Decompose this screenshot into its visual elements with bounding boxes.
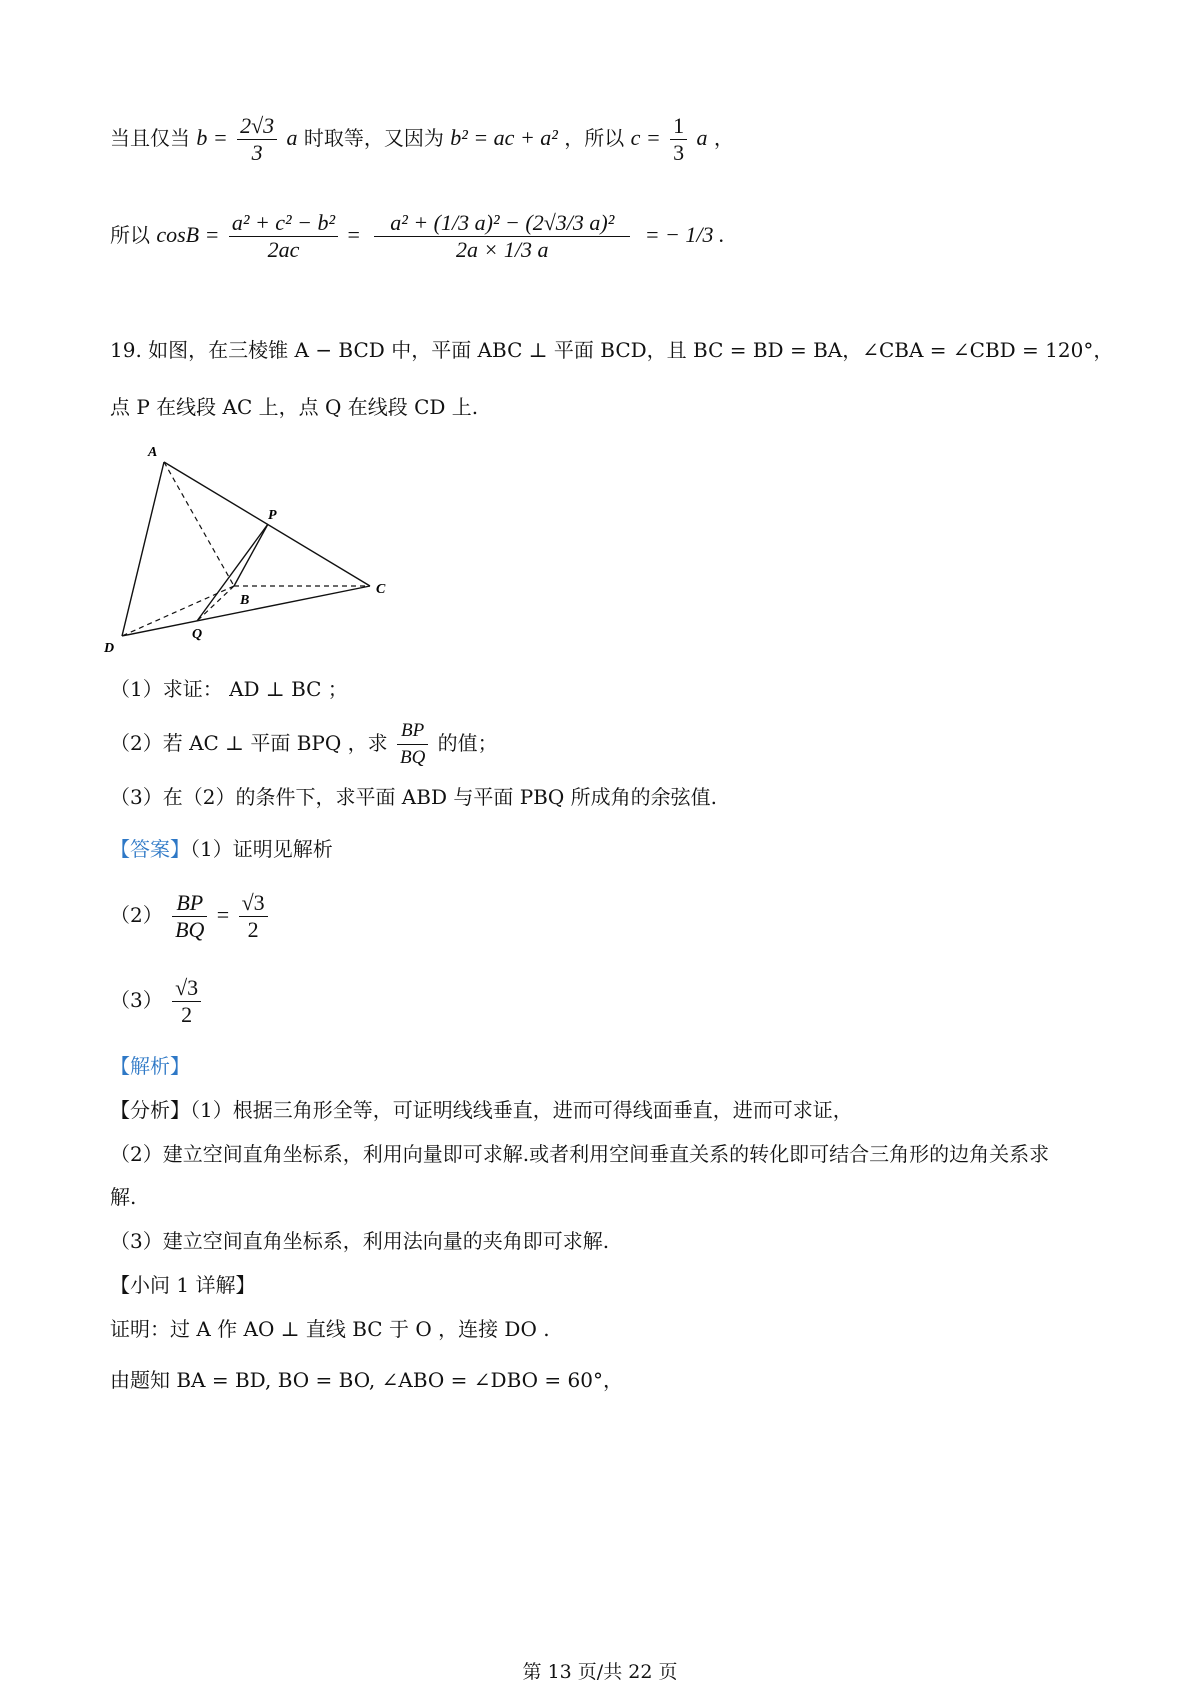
denominator: 3 <box>673 140 685 165</box>
answer-line-3 <box>110 975 204 1028</box>
text: （2）若 AC ⊥ 平面 BPQ ，求 <box>110 731 388 755</box>
edge-BD-hidden <box>122 586 234 636</box>
answer-tag: 【答案】 <box>110 837 190 861</box>
pyramid-figure <box>100 440 420 670</box>
fraction <box>229 210 338 263</box>
answer-line-1 <box>110 835 333 863</box>
label-C: C <box>376 582 386 597</box>
edge-BQ-hidden <box>197 586 234 621</box>
math: cosB = <box>156 222 220 247</box>
label-A: A <box>148 445 158 460</box>
segment-PQ <box>197 524 268 621</box>
proof-line-2: 由题知 BA = BD, BO = BO, ∠ABO = ∠DBO = 60°， <box>110 1368 623 1392</box>
text: （3） <box>110 988 163 1012</box>
sub-question-1-detail: 【小问 1 详解】 <box>110 1273 256 1297</box>
text: ， <box>713 126 734 150</box>
text: （2） <box>110 903 163 927</box>
denominator: 2a × 1/3 a <box>456 237 549 262</box>
question-2 <box>110 718 498 771</box>
edge-AB-hidden <box>164 462 234 586</box>
numerator: a² + (1/3 a)² − (2√3/3 a)² <box>374 210 630 237</box>
label-P: P <box>268 508 277 523</box>
proof-line-1: 证明：过 A 作 AO ⊥ 直线 BC 于 O ，连接 DO . <box>110 1317 550 1341</box>
fraction <box>670 113 687 166</box>
fraction <box>397 718 428 771</box>
page-number: 第 13 页/共 22 页 <box>522 1661 678 1683</box>
question-3: （3）在（2）的条件下，求平面 ABD 与平面 PBQ 所成角的余弦值. <box>110 785 717 809</box>
denominator: BQ <box>399 747 426 768</box>
math: b² = ac + a² <box>450 125 558 150</box>
question-1: （1）求证： AD ⊥ BC ； <box>110 677 348 701</box>
math: = − 1/3 . <box>644 222 725 247</box>
numerator: BP <box>397 718 428 745</box>
numerator: a² + c² − b² <box>229 210 338 237</box>
math: a <box>286 125 298 150</box>
answer-1: （1）证明见解析 <box>190 837 333 861</box>
problem-19-line-1: 19. 如图，在三棱锥 A − BCD 中，平面 ABC ⊥ 平面 BCD，且 BC = BD = BA，∠CBA = ∠CBD = 120°， <box>110 338 1114 362</box>
label-Q: Q <box>192 627 203 642</box>
denominator: 3 <box>251 140 263 165</box>
analysis-part3: （3）建立空间直角坐标系，利用法向量的夹角即可求解. <box>110 1229 610 1253</box>
segment-PB <box>234 524 268 586</box>
text: 当且仅当 <box>110 126 190 150</box>
math: c = <box>630 125 661 150</box>
fraction <box>374 210 630 263</box>
math: b = <box>196 125 228 150</box>
fraction <box>239 890 268 943</box>
text-line-1 <box>110 113 734 166</box>
denominator: 2 <box>247 917 259 942</box>
math: = <box>347 222 360 247</box>
edge-AC <box>164 462 370 586</box>
label-B: B <box>240 593 250 608</box>
analysis-tag: 【解析】 <box>110 1054 190 1078</box>
problem-19-line-2: 点 P 在线段 AC 上，点 Q 在线段 CD 上. <box>110 395 479 419</box>
fraction <box>237 113 277 166</box>
numerator: √3 <box>172 975 201 1002</box>
numerator: √3 <box>239 890 268 917</box>
analysis-part2-b: 解. <box>110 1185 137 1209</box>
denominator: BQ <box>175 917 205 942</box>
text: 所以 <box>110 223 150 247</box>
text: 时取等，又因为 <box>303 126 444 150</box>
numerator: BP <box>172 890 207 917</box>
math: a <box>696 125 708 150</box>
numerator: 2√3 <box>237 113 277 140</box>
text: ，所以 <box>564 126 625 150</box>
numerator: 1 <box>670 113 687 140</box>
analysis-part2-a: （2）建立空间直角坐标系，利用向量即可求解.或者利用空间垂直关系的转化即可结合三角形的边角关系求 <box>110 1142 1050 1166</box>
denominator: 2ac <box>267 237 300 262</box>
fraction <box>172 975 201 1028</box>
analysis-fenxi: 【分析】（1）根据三角形全等，可证明线线垂直，进而可得线面垂直，进而可求证， <box>110 1098 853 1122</box>
fraction <box>172 890 207 943</box>
math: = <box>216 902 230 927</box>
label-D: D <box>104 641 115 656</box>
text: 的值； <box>437 731 498 755</box>
text-line-cosb <box>110 210 725 263</box>
edge-AD <box>122 462 164 636</box>
denominator: 2 <box>181 1002 193 1027</box>
answer-line-2 <box>110 890 271 943</box>
